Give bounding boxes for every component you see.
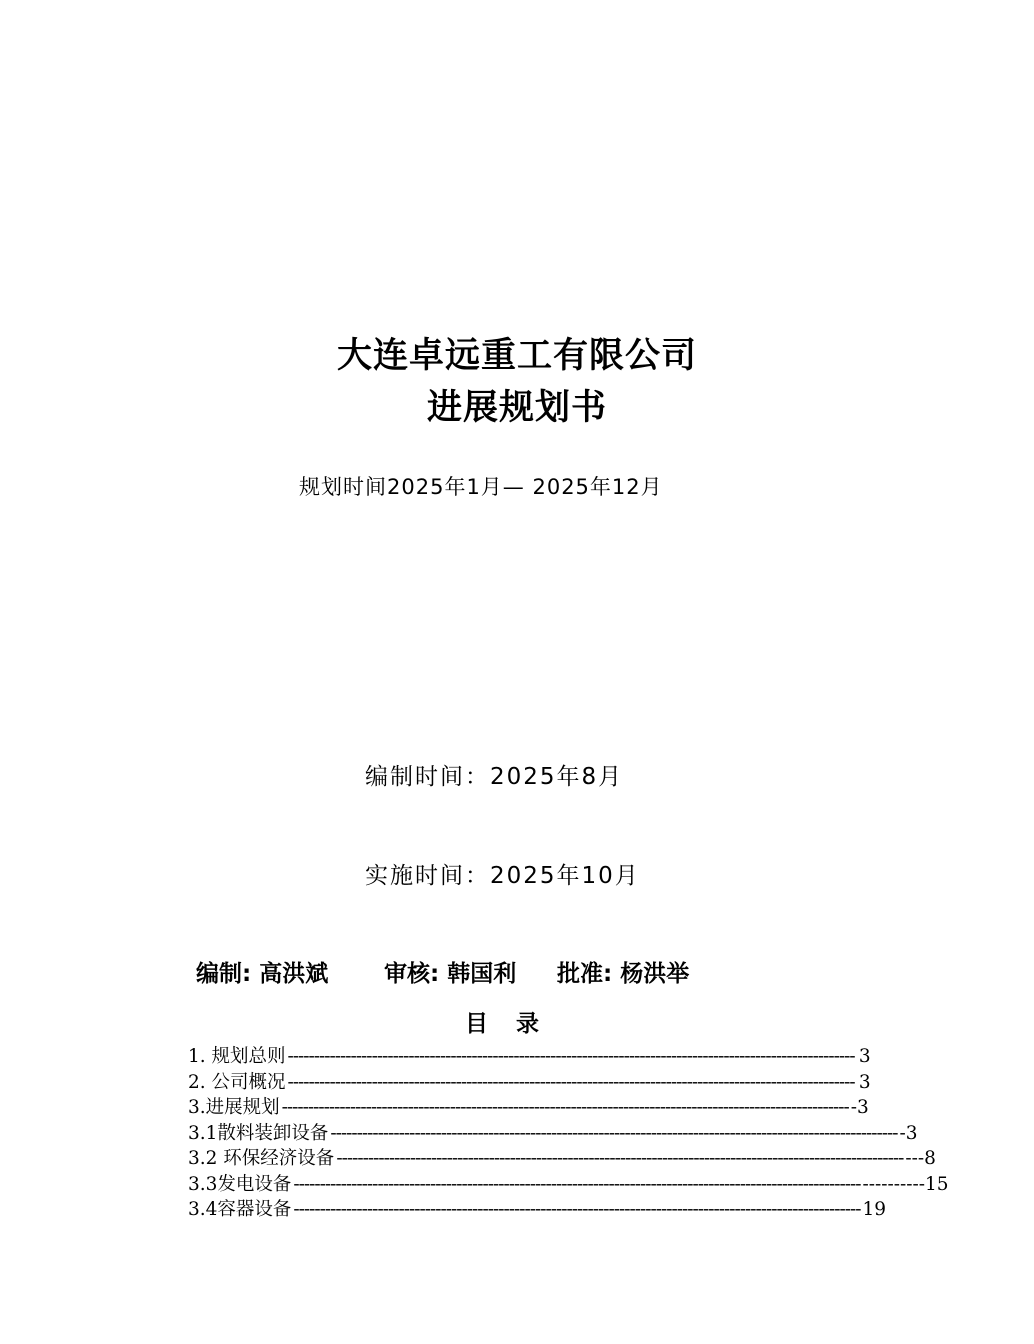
document-title: 进展规划书 [426, 388, 607, 428]
toc-item-page: 3 [858, 1046, 871, 1067]
toc-leader: ------------------------------------------------------------------------------------------------------------ [293, 1173, 861, 1195]
toc-item-page: -3 [899, 1122, 918, 1144]
toc-item-label: 2. 公司概况 [188, 1071, 286, 1093]
toc-item[interactable] [188, 1095, 869, 1121]
toc-item-page: -3 [850, 1097, 869, 1118]
toc-item[interactable] [188, 1146, 936, 1172]
implement-time: 实施时间：2025年10月 [365, 863, 640, 889]
toc-leader: ------------------------------------------------------------------------------------------------------------ [330, 1122, 898, 1144]
toc-leader: ------------------------------------------------------------------------------------------------------------ [293, 1199, 861, 1220]
toc-item-label: 3.2 环保经济设备 [188, 1148, 335, 1169]
toc-leader: ------------------------------------------------------------------------------------------------------------ [287, 1071, 855, 1093]
planning-period: 规划时间2025年1月— 2025年12月 [299, 475, 663, 499]
toc-leader: ------------------------------------------------------------------------------------------------------------ [336, 1148, 904, 1169]
signature-reviewer: 审核: 韩国利 [384, 961, 517, 987]
toc-item-label: 1. 规划总则 [188, 1046, 286, 1067]
signature-approver: 批准: 杨洪举 [557, 961, 690, 987]
toc-item[interactable] [188, 1044, 871, 1070]
toc-item-label: 3.进展规划 [188, 1097, 280, 1118]
compile-time: 编制时间：2025年8月 [365, 764, 624, 790]
signature-compiler: 编制: 高洪斌 [196, 961, 329, 987]
toc-item-page: ----------15 [862, 1173, 949, 1195]
toc-item-page: 19 [862, 1199, 887, 1220]
toc-heading: 目 录 [465, 1011, 540, 1037]
table-of-contents [188, 1044, 949, 1223]
toc-item-label: 3.4容器设备 [188, 1199, 292, 1220]
toc-item-page: 3 [858, 1071, 871, 1093]
toc-item-page: ---8 [905, 1148, 936, 1169]
toc-item[interactable] [188, 1197, 887, 1223]
toc-item-label: 3.1散料装卸设备 [188, 1122, 329, 1144]
toc-item[interactable] [188, 1172, 949, 1198]
toc-item[interactable] [188, 1070, 871, 1096]
toc-leader: ------------------------------------------------------------------------------------------------------------ [287, 1046, 855, 1067]
company-name: 大连卓远重工有限公司 [336, 336, 697, 376]
toc-item-label: 3.3发电设备 [188, 1173, 292, 1195]
toc-item[interactable] [188, 1121, 918, 1147]
toc-leader: ------------------------------------------------------------------------------------------------------------ [281, 1097, 849, 1118]
